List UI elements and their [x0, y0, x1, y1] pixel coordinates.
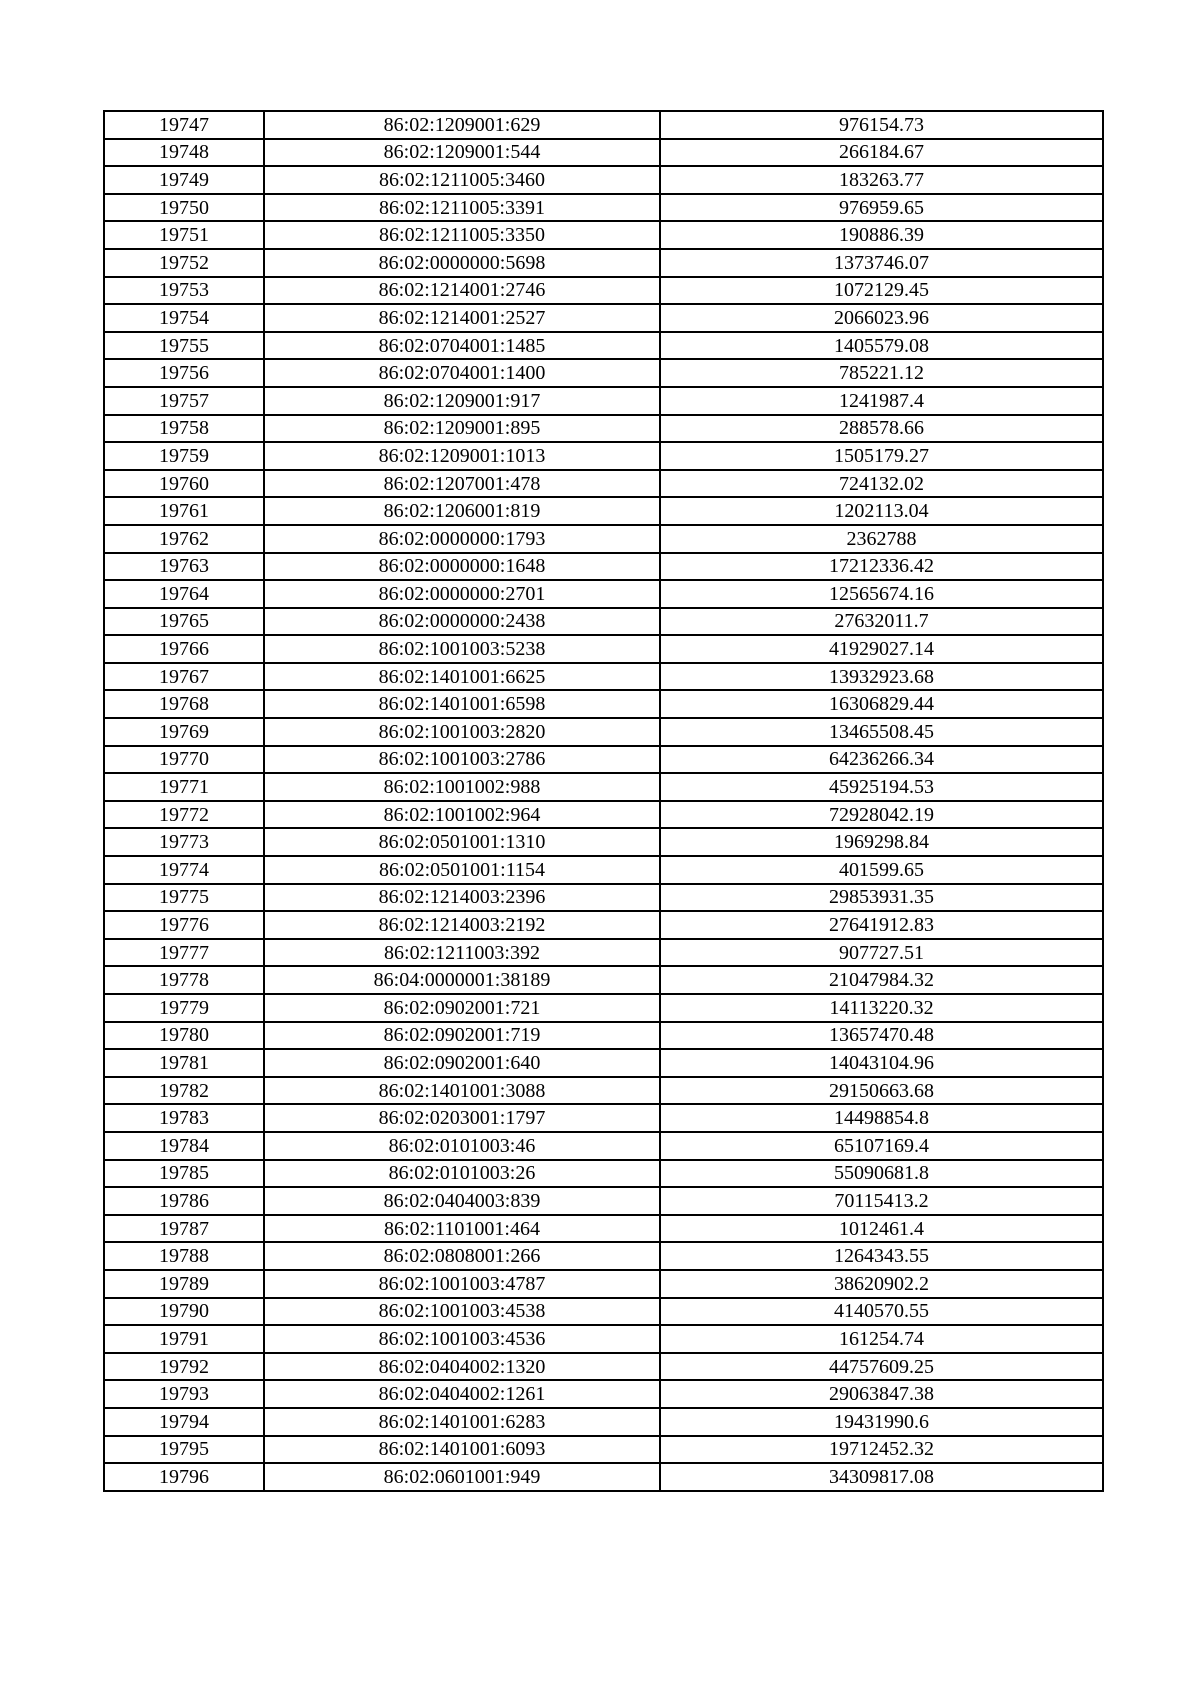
cadastral-number-cell: 86:02:0704001:1400 [264, 359, 660, 387]
value-cell: 288578.66 [660, 415, 1103, 443]
value-cell: 16306829.44 [660, 690, 1103, 718]
row-number-cell: 19752 [104, 249, 264, 277]
value-cell: 17212336.42 [660, 553, 1103, 581]
table-row [104, 1242, 1103, 1270]
table-row [104, 1022, 1103, 1050]
row-number-cell: 19765 [104, 608, 264, 636]
data-table [103, 110, 1104, 1492]
table-row [104, 442, 1103, 470]
value-cell: 14043104.96 [660, 1049, 1103, 1077]
row-number-cell: 19756 [104, 359, 264, 387]
cadastral-number-cell: 86:02:1401001:6625 [264, 663, 660, 691]
value-cell: 21047984.32 [660, 966, 1103, 994]
value-cell: 785221.12 [660, 359, 1103, 387]
row-number-cell: 19755 [104, 332, 264, 360]
value-cell: 29063847.38 [660, 1380, 1103, 1408]
cadastral-number-cell: 86:02:1207001:478 [264, 470, 660, 498]
table-row [104, 608, 1103, 636]
table-row [104, 387, 1103, 415]
table-body [104, 111, 1103, 1491]
table-row [104, 663, 1103, 691]
value-cell: 19712452.32 [660, 1436, 1103, 1464]
cadastral-number-cell: 86:02:1001002:988 [264, 773, 660, 801]
table-row [104, 497, 1103, 525]
row-number-cell: 19796 [104, 1463, 264, 1491]
row-number-cell: 19771 [104, 773, 264, 801]
table-row [104, 1215, 1103, 1243]
row-number-cell: 19789 [104, 1270, 264, 1298]
value-cell: 907727.51 [660, 939, 1103, 967]
row-number-cell: 19766 [104, 635, 264, 663]
table-row [104, 994, 1103, 1022]
row-number-cell: 19792 [104, 1353, 264, 1381]
value-cell: 65107169.4 [660, 1132, 1103, 1160]
row-number-cell: 19759 [104, 442, 264, 470]
value-cell: 14113220.32 [660, 994, 1103, 1022]
value-cell: 14498854.8 [660, 1104, 1103, 1132]
row-number-cell: 19749 [104, 166, 264, 194]
table-row [104, 1380, 1103, 1408]
table-row [104, 635, 1103, 663]
row-number-cell: 19754 [104, 304, 264, 332]
cadastral-number-cell: 86:02:0000000:2701 [264, 580, 660, 608]
cadastral-number-cell: 86:02:1101001:464 [264, 1215, 660, 1243]
cadastral-number-cell: 86:02:1206001:819 [264, 497, 660, 525]
row-number-cell: 19775 [104, 884, 264, 912]
cadastral-number-cell: 86:02:1214003:2192 [264, 911, 660, 939]
row-number-cell: 19785 [104, 1160, 264, 1188]
value-cell: 64236266.34 [660, 746, 1103, 774]
table-row [104, 1270, 1103, 1298]
table-row [104, 884, 1103, 912]
cadastral-number-cell: 86:02:1001003:4538 [264, 1298, 660, 1326]
table-row [104, 801, 1103, 829]
value-cell: 1505179.27 [660, 442, 1103, 470]
value-cell: 976959.65 [660, 194, 1103, 222]
cadastral-number-cell: 86:02:0101003:46 [264, 1132, 660, 1160]
table-row [104, 139, 1103, 167]
value-cell: 55090681.8 [660, 1160, 1103, 1188]
cadastral-number-cell: 86:02:0501001:1310 [264, 828, 660, 856]
row-number-cell: 19778 [104, 966, 264, 994]
cadastral-number-cell: 86:02:1211005:3391 [264, 194, 660, 222]
row-number-cell: 19753 [104, 277, 264, 305]
cadastral-number-cell: 86:02:1001003:2786 [264, 746, 660, 774]
row-number-cell: 19787 [104, 1215, 264, 1243]
cadastral-number-cell: 86:02:1209001:544 [264, 139, 660, 167]
cadastral-number-cell: 86:02:0601001:949 [264, 1463, 660, 1491]
value-cell: 1072129.45 [660, 277, 1103, 305]
cadastral-number-cell: 86:02:0808001:266 [264, 1242, 660, 1270]
cadastral-number-cell: 86:02:0000000:5698 [264, 249, 660, 277]
cadastral-number-cell: 86:02:0501001:1154 [264, 856, 660, 884]
row-number-cell: 19788 [104, 1242, 264, 1270]
row-number-cell: 19770 [104, 746, 264, 774]
cadastral-number-cell: 86:02:1001003:4536 [264, 1325, 660, 1353]
cadastral-number-cell: 86:02:1211005:3460 [264, 166, 660, 194]
table-row [104, 966, 1103, 994]
table-container [103, 110, 1102, 1492]
value-cell: 1264343.55 [660, 1242, 1103, 1270]
row-number-cell: 19780 [104, 1022, 264, 1050]
value-cell: 161254.74 [660, 1325, 1103, 1353]
row-number-cell: 19763 [104, 553, 264, 581]
value-cell: 12565674.16 [660, 580, 1103, 608]
cadastral-number-cell: 86:02:0000000:2438 [264, 608, 660, 636]
table-row [104, 1187, 1103, 1215]
value-cell: 2066023.96 [660, 304, 1103, 332]
cadastral-number-cell: 86:02:0902001:640 [264, 1049, 660, 1077]
value-cell: 401599.65 [660, 856, 1103, 884]
table-row [104, 773, 1103, 801]
value-cell: 2362788 [660, 525, 1103, 553]
value-cell: 13465508.45 [660, 718, 1103, 746]
row-number-cell: 19784 [104, 1132, 264, 1160]
value-cell: 976154.73 [660, 111, 1103, 139]
row-number-cell: 19768 [104, 690, 264, 718]
value-cell: 266184.67 [660, 139, 1103, 167]
table-row [104, 304, 1103, 332]
row-number-cell: 19764 [104, 580, 264, 608]
row-number-cell: 19776 [104, 911, 264, 939]
cadastral-number-cell: 86:02:0404003:839 [264, 1187, 660, 1215]
table-row [104, 221, 1103, 249]
row-number-cell: 19773 [104, 828, 264, 856]
table-row [104, 194, 1103, 222]
table-row [104, 1408, 1103, 1436]
value-cell: 13932923.68 [660, 663, 1103, 691]
value-cell: 29150663.68 [660, 1077, 1103, 1105]
table-row [104, 746, 1103, 774]
value-cell: 44757609.25 [660, 1353, 1103, 1381]
table-row [104, 1077, 1103, 1105]
row-number-cell: 19791 [104, 1325, 264, 1353]
value-cell: 27632011.7 [660, 608, 1103, 636]
row-number-cell: 19772 [104, 801, 264, 829]
cadastral-number-cell: 86:02:1209001:629 [264, 111, 660, 139]
cadastral-number-cell: 86:02:1001003:2820 [264, 718, 660, 746]
cadastral-number-cell: 86:02:1001002:964 [264, 801, 660, 829]
table-row [104, 1353, 1103, 1381]
value-cell: 1241987.4 [660, 387, 1103, 415]
row-number-cell: 19767 [104, 663, 264, 691]
row-number-cell: 19779 [104, 994, 264, 1022]
row-number-cell: 19777 [104, 939, 264, 967]
value-cell: 29853931.35 [660, 884, 1103, 912]
table-row [104, 856, 1103, 884]
cadastral-number-cell: 86:02:1001003:5238 [264, 635, 660, 663]
row-number-cell: 19781 [104, 1049, 264, 1077]
table-row [104, 911, 1103, 939]
table-row [104, 718, 1103, 746]
value-cell: 70115413.2 [660, 1187, 1103, 1215]
row-number-cell: 19750 [104, 194, 264, 222]
row-number-cell: 19782 [104, 1077, 264, 1105]
table-row [104, 111, 1103, 139]
table-row [104, 1463, 1103, 1491]
cadastral-number-cell: 86:02:1214003:2396 [264, 884, 660, 912]
value-cell: 38620902.2 [660, 1270, 1103, 1298]
table-row [104, 249, 1103, 277]
table-row [104, 1132, 1103, 1160]
cadastral-number-cell: 86:02:1401001:6093 [264, 1436, 660, 1464]
cadastral-number-cell: 86:02:1209001:917 [264, 387, 660, 415]
table-row [104, 1325, 1103, 1353]
cadastral-number-cell: 86:02:1214001:2746 [264, 277, 660, 305]
value-cell: 183263.77 [660, 166, 1103, 194]
table-row [104, 166, 1103, 194]
table-row [104, 1049, 1103, 1077]
cadastral-number-cell: 86:02:1401001:6283 [264, 1408, 660, 1436]
row-number-cell: 19758 [104, 415, 264, 443]
row-number-cell: 19757 [104, 387, 264, 415]
cadastral-number-cell: 86:02:0704001:1485 [264, 332, 660, 360]
cadastral-number-cell: 86:04:0000001:38189 [264, 966, 660, 994]
row-number-cell: 19790 [104, 1298, 264, 1326]
table-row [104, 470, 1103, 498]
value-cell: 1405579.08 [660, 332, 1103, 360]
cadastral-number-cell: 86:02:1209001:895 [264, 415, 660, 443]
value-cell: 4140570.55 [660, 1298, 1103, 1326]
cadastral-number-cell: 86:02:1214001:2527 [264, 304, 660, 332]
cadastral-number-cell: 86:02:0404002:1261 [264, 1380, 660, 1408]
table-row [104, 359, 1103, 387]
row-number-cell: 19761 [104, 497, 264, 525]
table-row [104, 1104, 1103, 1132]
table-row [104, 1160, 1103, 1188]
row-number-cell: 19762 [104, 525, 264, 553]
row-number-cell: 19793 [104, 1380, 264, 1408]
value-cell: 41929027.14 [660, 635, 1103, 663]
row-number-cell: 19794 [104, 1408, 264, 1436]
table-row [104, 580, 1103, 608]
value-cell: 19431990.6 [660, 1408, 1103, 1436]
cadastral-number-cell: 86:02:0000000:1793 [264, 525, 660, 553]
cadastral-number-cell: 86:02:0404002:1320 [264, 1353, 660, 1381]
cadastral-number-cell: 86:02:0101003:26 [264, 1160, 660, 1188]
value-cell: 45925194.53 [660, 773, 1103, 801]
value-cell: 190886.39 [660, 221, 1103, 249]
value-cell: 1202113.04 [660, 497, 1103, 525]
value-cell: 27641912.83 [660, 911, 1103, 939]
cadastral-number-cell: 86:02:0000000:1648 [264, 553, 660, 581]
value-cell: 72928042.19 [660, 801, 1103, 829]
row-number-cell: 19774 [104, 856, 264, 884]
table-row [104, 1298, 1103, 1326]
cadastral-number-cell: 86:02:1211003:392 [264, 939, 660, 967]
row-number-cell: 19769 [104, 718, 264, 746]
value-cell: 34309817.08 [660, 1463, 1103, 1491]
cadastral-number-cell: 86:02:1211005:3350 [264, 221, 660, 249]
value-cell: 1012461.4 [660, 1215, 1103, 1243]
cadastral-number-cell: 86:02:1401001:3088 [264, 1077, 660, 1105]
table-row [104, 277, 1103, 305]
table-row [104, 690, 1103, 718]
cadastral-number-cell: 86:02:0902001:719 [264, 1022, 660, 1050]
cadastral-number-cell: 86:02:0203001:1797 [264, 1104, 660, 1132]
table-row [104, 525, 1103, 553]
row-number-cell: 19747 [104, 111, 264, 139]
row-number-cell: 19795 [104, 1436, 264, 1464]
value-cell: 1373746.07 [660, 249, 1103, 277]
table-row [104, 1436, 1103, 1464]
table-row [104, 332, 1103, 360]
row-number-cell: 19760 [104, 470, 264, 498]
row-number-cell: 19783 [104, 1104, 264, 1132]
cadastral-number-cell: 86:02:1209001:1013 [264, 442, 660, 470]
value-cell: 1969298.84 [660, 828, 1103, 856]
table-row [104, 939, 1103, 967]
value-cell: 724132.02 [660, 470, 1103, 498]
row-number-cell: 19748 [104, 139, 264, 167]
value-cell: 13657470.48 [660, 1022, 1103, 1050]
table-row [104, 828, 1103, 856]
cadastral-number-cell: 86:02:1401001:6598 [264, 690, 660, 718]
table-row [104, 415, 1103, 443]
row-number-cell: 19751 [104, 221, 264, 249]
cadastral-number-cell: 86:02:0902001:721 [264, 994, 660, 1022]
cadastral-number-cell: 86:02:1001003:4787 [264, 1270, 660, 1298]
row-number-cell: 19786 [104, 1187, 264, 1215]
table-row [104, 553, 1103, 581]
